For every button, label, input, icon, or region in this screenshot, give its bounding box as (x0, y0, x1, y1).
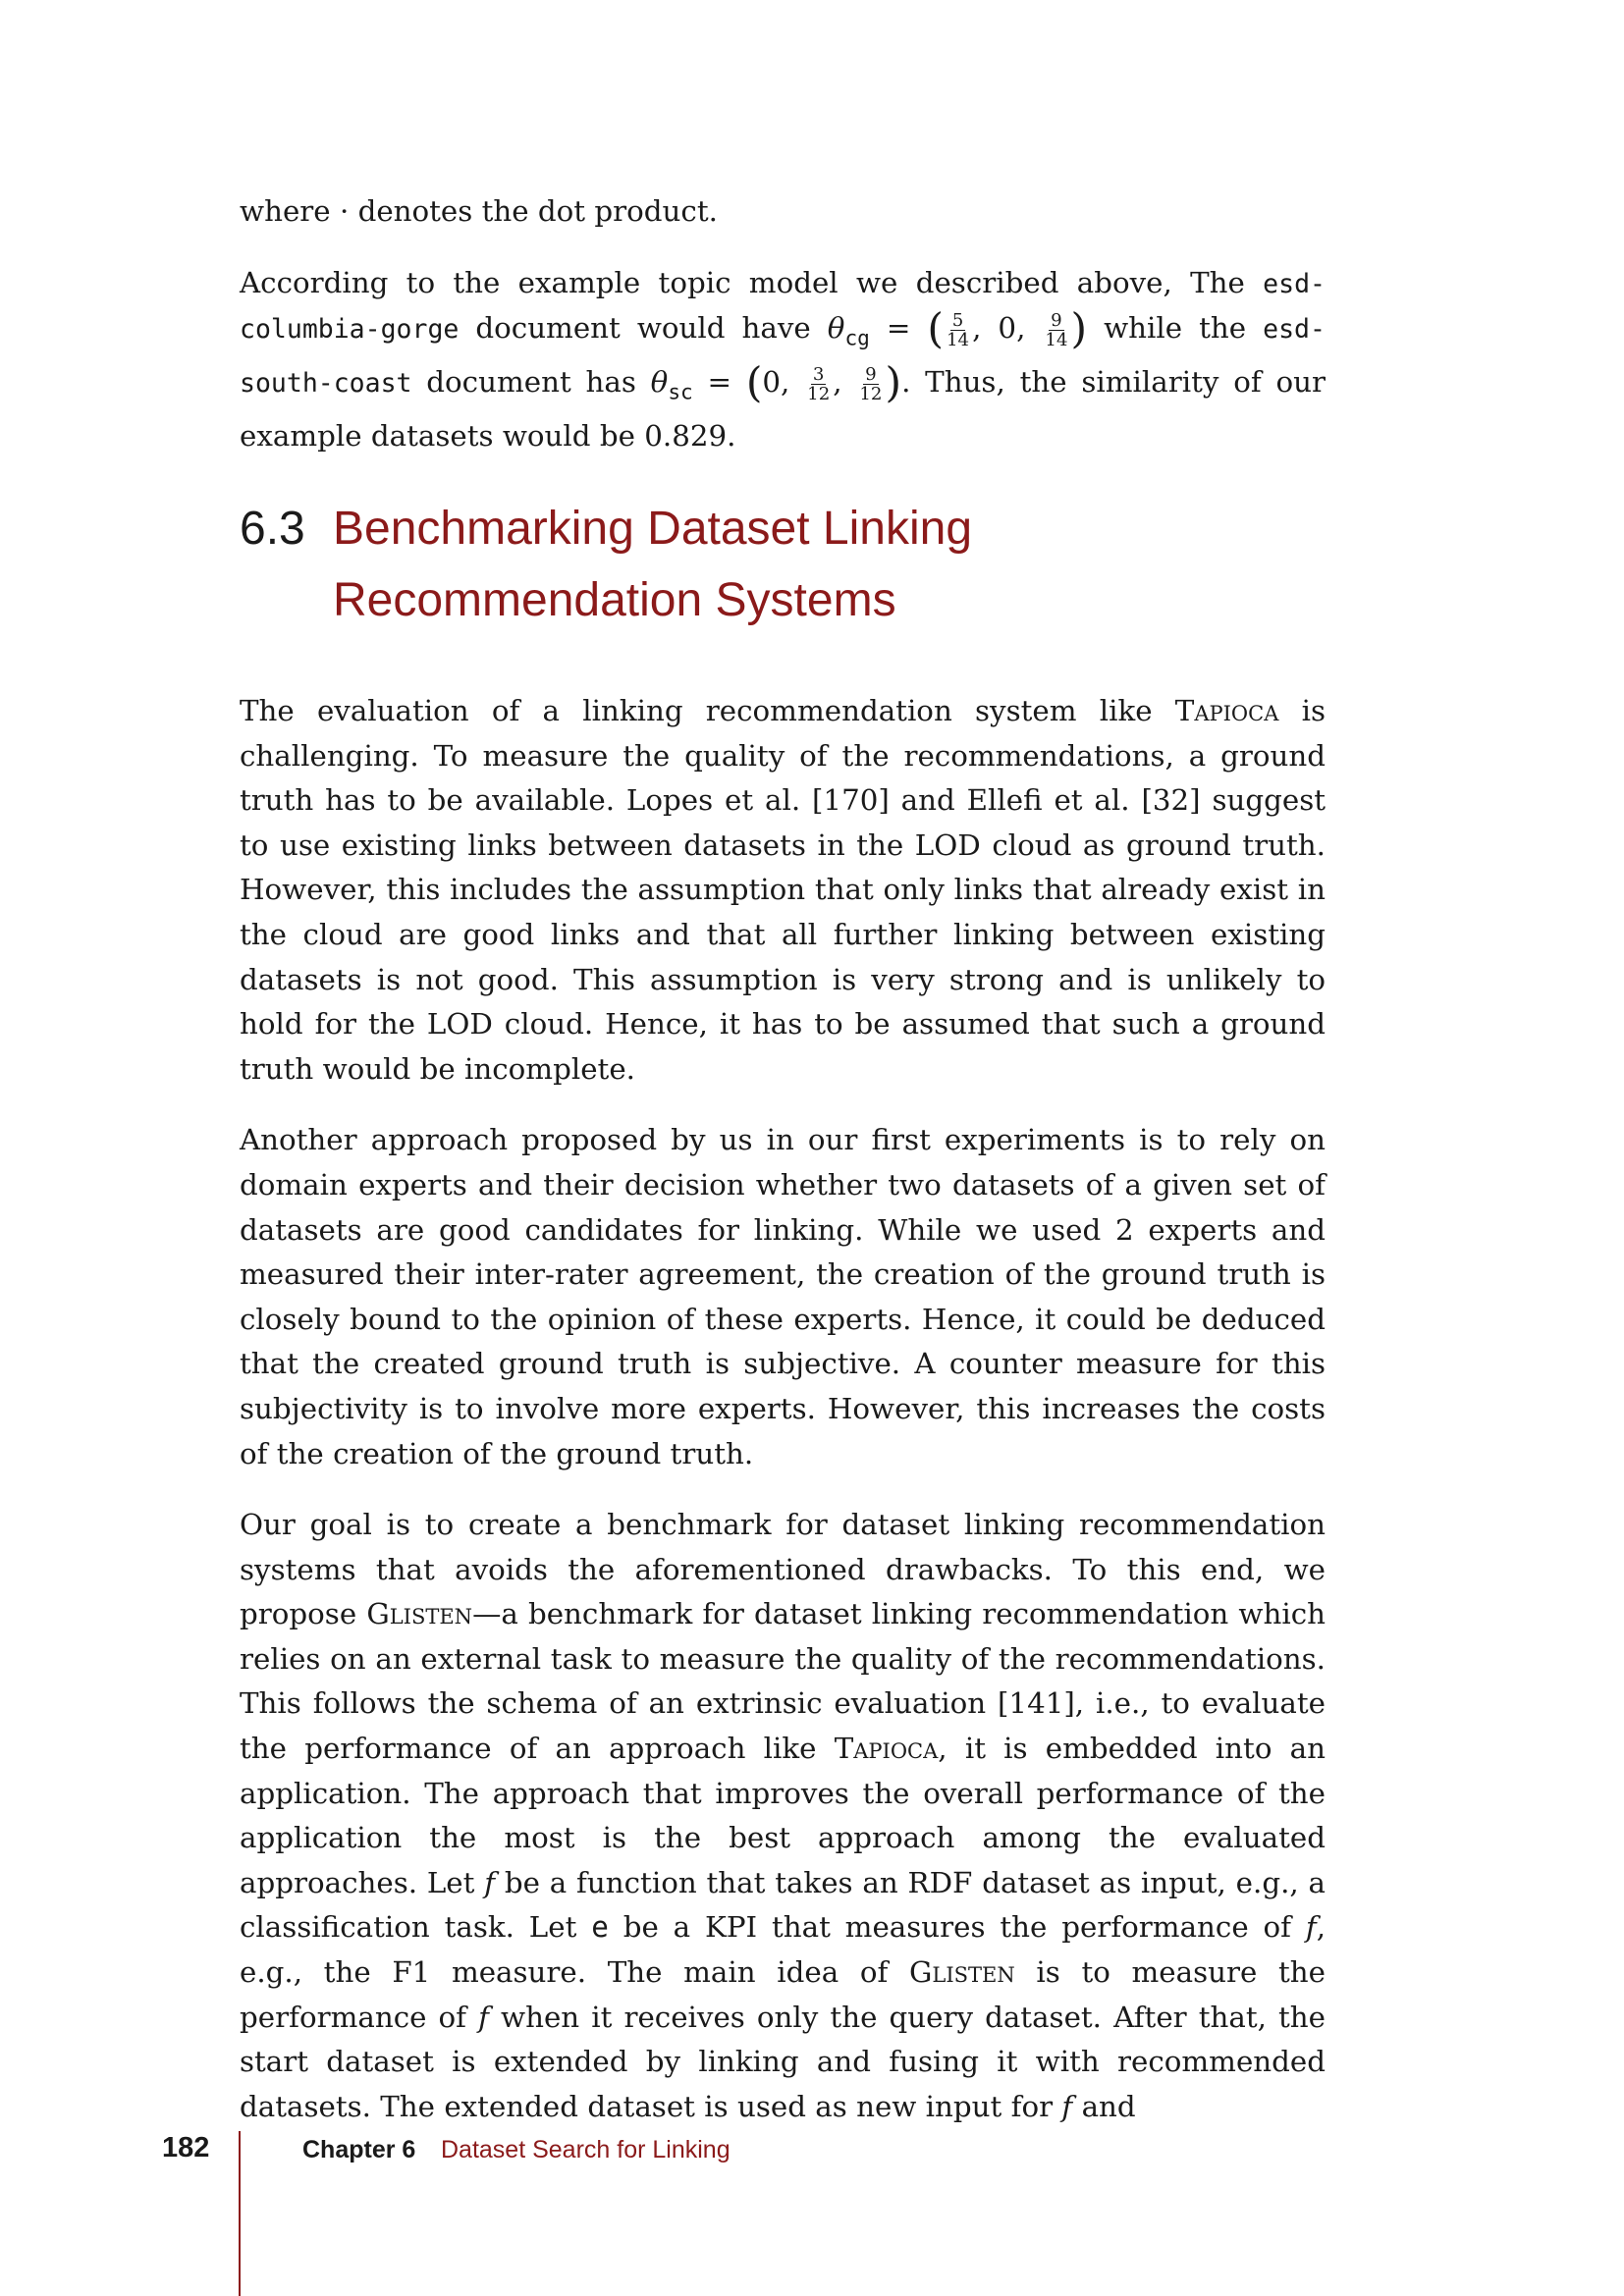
footer-chapter-title: Dataset Search for Linking (441, 2136, 731, 2163)
glisten-name: Glisten (909, 1955, 1015, 1990)
glisten-name: Glisten (366, 1597, 473, 1631)
fraction-3-12: $\frac{3}{12}$ (807, 363, 831, 404)
section-title-line-1: Benchmarking Dataset Linking (333, 503, 973, 555)
paragraph-evaluation: The evaluation of a linking recommendation system like Tapioca is challenging. To measure the quality of the recommendations, a ground truth has to be available. Lopes et al. [170] and Ellefi et al. [32] suggest to use existing links between datasets in the LOD cloud as ground truth. However, this includes the assumption that only links that already exist in the cloud are good links and that all further linking between existing datasets is not good. This assumption is very strong and is unlikely to hold for the LOD cloud. Hence, it has to be assumed that such a ground truth would be incomplete. (240, 694, 1326, 1086)
page-number: 182 (162, 2132, 210, 2163)
paragraph-glisten-goal: Our goal is to create a benchmark for dataset linking recommendation systems that avoids the aforementioned drawbacks. To this end, we propose Glisten—a benchmark for dataset linking recommendation which relies on an external task to measure the quality of the recommendations. This follows the schema of an extrinsic evaluation [141], i.e., to evaluate the performance of an approach like Tapioca, it is embedded into an application. The approach that improves the overall performance of the application the most is the best approach among the evaluated approaches. Let f be a function that takes an RDF dataset as input, e.g., a classification task. Let e be a KPI that measures the performance of f, e.g., the F1 measure. The main idea of Glisten is to measure the performance of f when it receives only the query dataset. After that, the start dataset is extended by linking and fusing it with recommended datasets. The extended dataset is used as new input for f and (240, 1508, 1326, 2123)
theta-sc: $\theta_{sc}$ (650, 365, 693, 404)
paragraph-dot-product: where · denotes the dot product. (240, 194, 718, 228)
paragraph-domain-experts: Another approach proposed by us in our first experiments is to rely on domain experts and their decision whether two datasets of a given set of datasets are good candidates for linking. While we used 2 experts and measured their inter-rater agreement, the creation of the ground truth is closely bound to the opinion of these experts. Hence, it could be deduced that the created ground truth is subjective. A counter measure for this subjectivity is to involve more experts. However, this increases the costs of the creation of the ground truth. (240, 1123, 1326, 1470)
intro-block (240, 189, 1326, 459)
main-body (240, 689, 1326, 2129)
footer-divider (239, 2131, 241, 2296)
tapioca-name: Tapioca (1174, 694, 1279, 727)
fraction-5-14: $\frac{5}{14}$ (946, 309, 970, 350)
code-esd-south-coast: esd-south-coast (240, 314, 1326, 400)
footer-chapter-label: Chapter 6 (302, 2136, 416, 2163)
section-number: 6.3 (240, 503, 305, 555)
paragraph-similarity-example: According to the example topic model we described above, The esd-columbia-gorge document would have $\theta_{cg}$ = ( $\frac{5}{14}$ , 0, $\frac{9}{14}$ ) while the esd-south-coast document has $\theta_{sc} = (0$, $\frac{3}{12}$ , $\frac{9}{12}$ ). Thus, the similarity of our example datasets would be 0.829. (240, 265, 1326, 454)
section-title (333, 493, 1118, 636)
code-esd-columbia-gorge: esd-columbia-gorge (240, 268, 1326, 346)
theta-cg: $\theta_{cg}$ (827, 311, 870, 350)
fraction-9-14: $\frac{9}{14}$ (1045, 309, 1068, 350)
tapioca-name: Tapioca (834, 1732, 939, 1766)
fraction-9-12: $\frac{9}{12}$ (859, 363, 883, 404)
section-title-line-2: Recommendation Systems (333, 574, 896, 626)
